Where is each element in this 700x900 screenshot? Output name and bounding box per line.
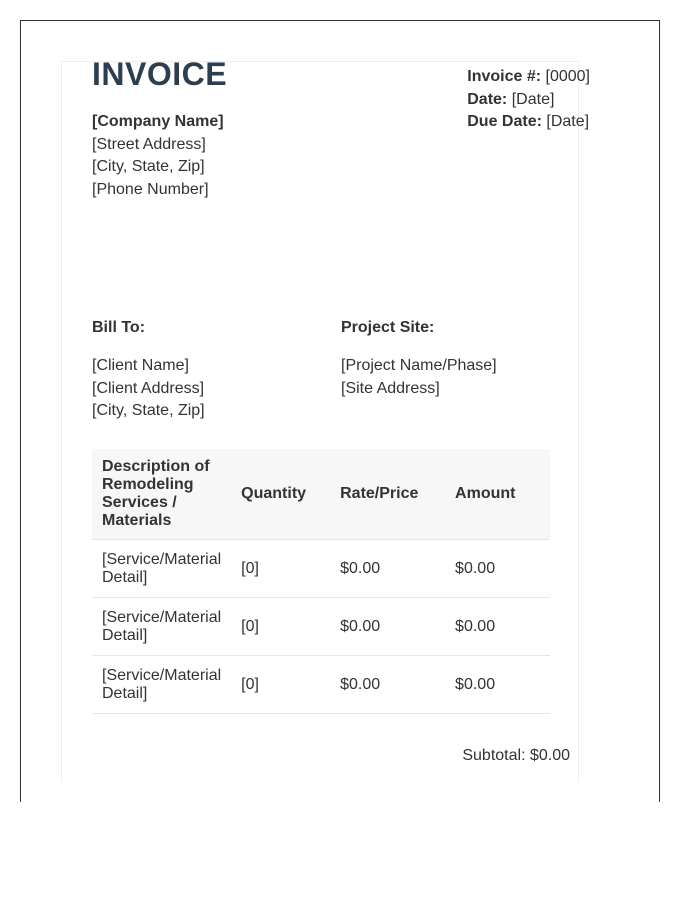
table-header-row xyxy=(92,449,550,540)
project-name: [Project Name/Phase] xyxy=(341,357,497,374)
subtotal: Subtotal: $0.00 xyxy=(462,747,570,764)
project-site-details xyxy=(341,355,497,400)
header-quantity: Quantity xyxy=(231,449,330,540)
header-amount: Amount xyxy=(445,449,550,540)
bill-to-label: Bill To: xyxy=(92,319,146,336)
invoice-date-line xyxy=(467,89,590,112)
header-description: Description of Remodeling Services / Materials xyxy=(92,449,231,540)
due-date-value: [Date] xyxy=(546,113,590,130)
row-description: [Service/Material Detail] xyxy=(92,656,231,714)
row-rate: $0.00 xyxy=(330,656,445,714)
due-date-line xyxy=(467,111,590,134)
company-city-state-zip: [City, State, Zip] xyxy=(92,158,205,175)
row-quantity: [0] xyxy=(231,540,330,598)
invoice-number-value: [0000] xyxy=(545,68,590,85)
client-name: [Client Name] xyxy=(92,357,189,374)
company-info xyxy=(92,111,224,201)
row-description: [Service/Material Detail] xyxy=(92,598,231,656)
row-amount: $0.00 xyxy=(445,540,550,598)
client-city-state-zip: [City, State, Zip] xyxy=(92,402,205,419)
row-description: [Service/Material Detail] xyxy=(92,540,231,598)
row-quantity: [0] xyxy=(231,656,330,714)
company-phone: [Phone Number] xyxy=(92,180,209,198)
client-address: [Client Address] xyxy=(92,379,205,397)
table-row xyxy=(92,598,550,656)
company-name: [Company Name] xyxy=(92,113,224,130)
site-address: [Site Address] xyxy=(341,379,440,397)
header-rate: Rate/Price xyxy=(330,449,445,540)
invoice-number-line xyxy=(467,66,590,89)
row-rate: $0.00 xyxy=(330,540,445,598)
row-amount: $0.00 xyxy=(445,656,550,714)
invoice-title: INVOICE xyxy=(92,56,228,92)
line-items-table xyxy=(92,449,550,714)
invoice-number-label: Invoice #: xyxy=(467,68,542,85)
row-amount: $0.00 xyxy=(445,598,550,656)
company-street: [Street Address] xyxy=(92,135,206,153)
table-row xyxy=(92,656,550,714)
invoice-meta xyxy=(467,66,590,134)
invoice-date-label: Date: xyxy=(467,90,508,108)
table-row xyxy=(92,540,550,598)
due-date-label: Due Date: xyxy=(467,113,542,130)
row-quantity: [0] xyxy=(231,598,330,656)
invoice-date-value: [Date] xyxy=(511,90,555,108)
bill-to-details xyxy=(92,355,205,423)
row-rate: $0.00 xyxy=(330,598,445,656)
project-site-label: Project Site: xyxy=(341,319,435,336)
